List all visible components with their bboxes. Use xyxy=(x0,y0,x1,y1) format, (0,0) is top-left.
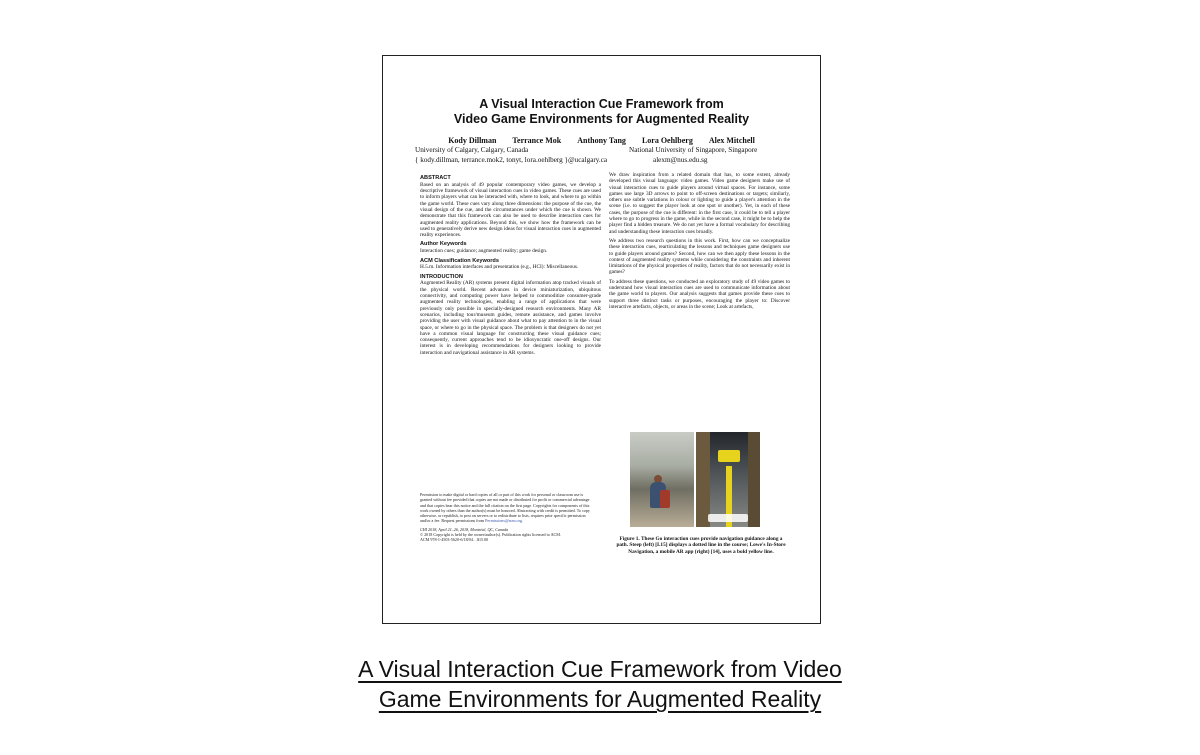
right-paragraph-1: We draw inspiration from a related domain that has, to some extent, already developed this visual language: video games. Video game designers make use of visual interaction cues to guide players around virtual spaces. For instance, some games use large 3D arrows to point to off-screen destinations or targets; similarly, others use subtle variations in colour or lighting to guide a player's attention in the scene (i.e. to suggest the player look at one spot or another). Yet, in each of these cases, the purpose of the cue is different: in the first case, it could be to tell a player where to go to progress in the game, while in the second case, it might be to help the player find a hidden treasure. We do not yet have a formal vocabulary for describing and understanding these interaction cues broadly. xyxy=(609,172,790,235)
right-paragraph-3: To address these questions, we conducted an exploratory study of 49 video games to understand how visual interaction cues are used to communicate information about the game world to players. Our analysis suggests that games provide these cues to support three distinct tasks or purposes, encouraging the player to: Discover interactive artefacts, objects, or areas in the scene; Look at artefacts, xyxy=(609,278,790,310)
affiliation-right-line2: alexm@nus.edu.sg xyxy=(653,155,708,164)
abstract-heading: ABSTRACT xyxy=(420,175,451,181)
copyright-line: © 2018 Copyright is held by the owner/author(s). Publication rights licensed to ACM. xyxy=(420,532,561,538)
keywords-text: Interaction cues; guidance; augmented reality; game design. xyxy=(420,248,548,255)
author: Anthony Tang xyxy=(577,136,626,145)
paper-title-link-line1[interactable]: A Visual Interaction Cue Framework from Video xyxy=(358,656,842,682)
acm-text: H.5.m. Information interfaces and presentation (e.g., HCI): Miscellaneous. xyxy=(420,264,579,271)
abstract-text: Based on an analysis of 49 popular contemporary video games, we develop a descriptive framework of visual interaction cues in video games. These cues are used to inform players what can be interacted with, where to look, and where to go within the game world. These cues vary along three dimensions: the purpose of the cue, the visual design of the cue, and the circumstances under which the cue is shown. We demonstrate that this framework can also be used to describe interaction cues for augmented reality applications. Beyond this, we show how the framework can be used to generatively derive new design ideas for visual interaction cues in augmented reality experiences. xyxy=(420,181,601,239)
author: Lora Oehlberg xyxy=(641,136,693,145)
store-shelf-left xyxy=(696,432,710,527)
right-paragraph-2: We address two research questions in this work. First, how can we conceptualize these interaction cues, rearticulating the lessons and techniques game designers use to guide players around games? Second, how can we then apply these lessons in the context of augmented reality systems while considering the constraints and inherent limitations of the physical properties of reality, factors that do not necessarily exist in games? xyxy=(609,237,790,276)
affiliation-right xyxy=(629,146,757,165)
paper-title-link-line2[interactable]: Game Environments for Augmented Reality xyxy=(378,686,822,712)
conference-line: CHI 2018, April 21–26, 2018, Montréal, QC, Canada xyxy=(420,526,509,532)
acm-heading: ACM Classification Keywords xyxy=(420,257,499,264)
intro-heading: INTRODUCTION xyxy=(420,273,463,280)
author: Kody Dillman xyxy=(448,136,497,145)
author-list xyxy=(383,136,820,145)
app-ui-bar xyxy=(708,514,748,522)
affiliation-left xyxy=(415,146,607,165)
figure-1 xyxy=(630,432,760,527)
permission-link: Permissions@acm.org xyxy=(485,518,522,524)
paper-title-line2: Video Game Environments for Augmented Reality xyxy=(453,112,750,126)
figure-image-lowes xyxy=(696,432,760,527)
permission-notice: Permission to make digital or hard copies of all or part of this work for personal or classroom use is granted without fee provided that copies are not made or distributed for profit or commercial advantage and that copies bear this notice and the full citation on the first page. Copyrights for components of this work owned by others than the author(s) must be honored. Abstracting with credit is permitted. To copy otherwise, or republish, to post on servers or to redistribute to lists, requires prior specific permission and/or a fee. Request permissions from Permissions@acm.org. xyxy=(420,492,590,524)
yellow-sign xyxy=(718,450,740,462)
author: Terrance Mok xyxy=(512,136,562,145)
paper-thumbnail[interactable] xyxy=(382,55,821,624)
author: Alex Mitchell xyxy=(708,136,755,145)
paper-title-line1: A Visual Interaction Cue Framework from xyxy=(479,97,724,111)
intro-text: Augmented Reality (AR) systems present digital information atop tracked visuals of the physical world. Recent advances in device miniaturization, ubiquitous connectivity, and computing power have helped to commoditize consumer-grade augmented reality technologies, enabling a range of applications that were previously only possible in specially-designed research environments. Many AR scenarios, including tour/museum guides, remote assistance, and games involve providing the user with visual guidance about what to pay attention to in the visual space, or where to go in the physical space. The problem is that designers do not yet have a common visual language for constructing these visual guidance cues; consequently, current approaches tend to be idiosyncratic one-off designs. Our interest is in developing recommendations for designers looking to provide interaction and navigational assistance in AR systems. xyxy=(420,280,601,356)
paper-title-link[interactable] xyxy=(0,654,1200,714)
keywords-heading: Author Keywords xyxy=(420,241,467,248)
figure-image-steep xyxy=(630,432,694,527)
permission-block xyxy=(420,492,596,543)
permission-text: Permission to make digital or hard copies of all or part of this work for personal or classroom use is granted without fee provided that copies are not made or distributed for profit or commercial advantage and that copies bear this notice and the full citation on the first page. Copyrights for components of this work owned by others than the author(s) must be honored. Abstracting with credit is permitted. To copy otherwise, or republish, to post on servers or to redistribute to lists, requires prior specific permission and/or a fee. Request permissions from xyxy=(420,492,590,524)
right-column xyxy=(609,172,790,313)
store-shelf-right xyxy=(748,432,760,527)
acm-isbn: ACM 978-1-4503-5620-6/18/04…$15.00 xyxy=(420,537,489,543)
affiliation-left-line2: { kody.dillman, terrance.mok2, tonyt, lora.oehlberg }@ucalgary.ca xyxy=(415,155,608,164)
paper-title xyxy=(383,97,820,127)
affiliation-left-line1: University of Calgary, Calgary, Canada xyxy=(415,146,529,154)
character-pack xyxy=(660,490,670,508)
affiliation-right-line1: National University of Singapore, Singapore xyxy=(629,146,758,154)
left-column xyxy=(420,172,601,359)
figure-caption: Figure 1. These Go interaction cues provide navigation guidance along a path. Steep (left) [I.15] displays a dotted line in the course; Lowe's In-Store Navigation, a mobile AR app (right) [14], uses a bold yellow line. xyxy=(616,536,786,555)
